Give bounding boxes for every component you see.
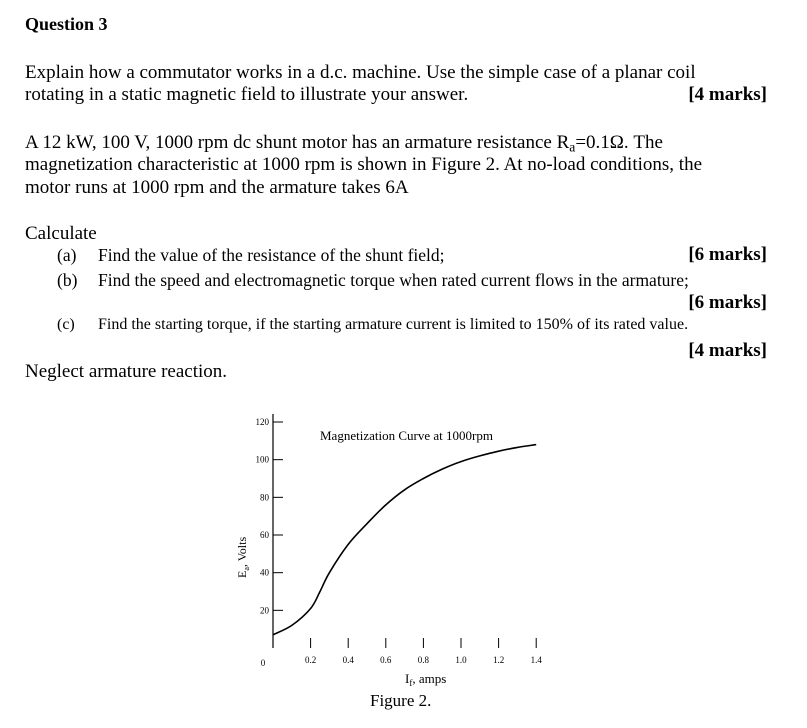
item-b-label: (b) <box>57 270 78 290</box>
chart-title: Magnetization Curve at 1000rpm <box>320 428 493 443</box>
item-a-text: Find the value of the resistance of the shunt field; <box>98 245 445 265</box>
part1-line2: rotating in a static magnetic field to illustrate your answer. <box>25 84 469 105</box>
x-tick-label: 1.0 <box>455 655 467 665</box>
question-title: Question 3 <box>25 14 108 34</box>
y-tick-label: 80 <box>260 492 269 503</box>
item-c-marks: [4 marks] <box>688 340 767 361</box>
x-tick-label: 1.4 <box>530 655 542 665</box>
part2-line3: motor runs at 1000 rpm and the armature takes 6A <box>25 177 409 198</box>
y-axis-label-main: E <box>235 570 249 578</box>
item-a-label: (a) <box>57 245 77 265</box>
y-tick-label: 60 <box>260 530 269 540</box>
y-tick-label: 120 <box>255 417 269 427</box>
x-tick-label: 0.6 <box>380 655 392 665</box>
part1-line1: Explain how a commutator works in a d.c. machine. Use the simple case of a planar coil <box>25 62 696 83</box>
figure-caption: Figure 2. <box>370 691 432 710</box>
x-axis-label-sub: f <box>409 678 413 688</box>
item-c-text: Find the starting torque, if the starting armature current is limited to 150% of its rated value. <box>98 316 689 333</box>
chart-ticks <box>256 417 543 668</box>
x-tick-label: 0.8 <box>417 655 430 665</box>
y-tick-label: 40 <box>260 567 269 578</box>
resistance-subscript: a <box>569 139 576 155</box>
x-tick-label: 1.2 <box>492 655 505 665</box>
item-a-marks: [6 marks] <box>688 244 767 265</box>
x-tick-label: 0.4 <box>342 655 354 665</box>
x-axis-label <box>405 671 446 688</box>
neglect-note: Neglect armature reaction. <box>25 361 228 382</box>
x-axis-label-rest: , amps <box>412 671 447 686</box>
part2-line1-post: =0.1Ω. The <box>575 132 663 153</box>
magnetization-curve-line <box>273 445 536 635</box>
item-b-text: Find the speed and electromagnetic torque when rated current flows in the armature; <box>98 270 689 290</box>
y-axis-label-rest: , Volts <box>235 536 249 568</box>
y-axis-label <box>235 537 251 578</box>
part1-marks: [4 marks] <box>688 84 767 105</box>
part2-line1-pre: A 12 kW, 100 V, 1000 rpm dc shunt motor has an armature resistance R <box>25 132 570 153</box>
y-tick-label: 100 <box>255 454 269 465</box>
x-tick-label: 0.2 <box>304 655 317 665</box>
y-tick-label: 20 <box>260 605 269 616</box>
x-origin-label: 0 <box>260 658 266 668</box>
item-c-label: (c) <box>57 316 75 333</box>
item-b-marks: [6 marks] <box>688 292 767 313</box>
calculate-label: Calculate <box>25 223 97 244</box>
y-axis-label-sub: a <box>242 567 251 571</box>
x-axis-label-main: I <box>405 671 410 686</box>
part2-line2: magnetization characteristic at 1000 rpm is shown in Figure 2. At no-load conditions, the <box>25 154 702 175</box>
